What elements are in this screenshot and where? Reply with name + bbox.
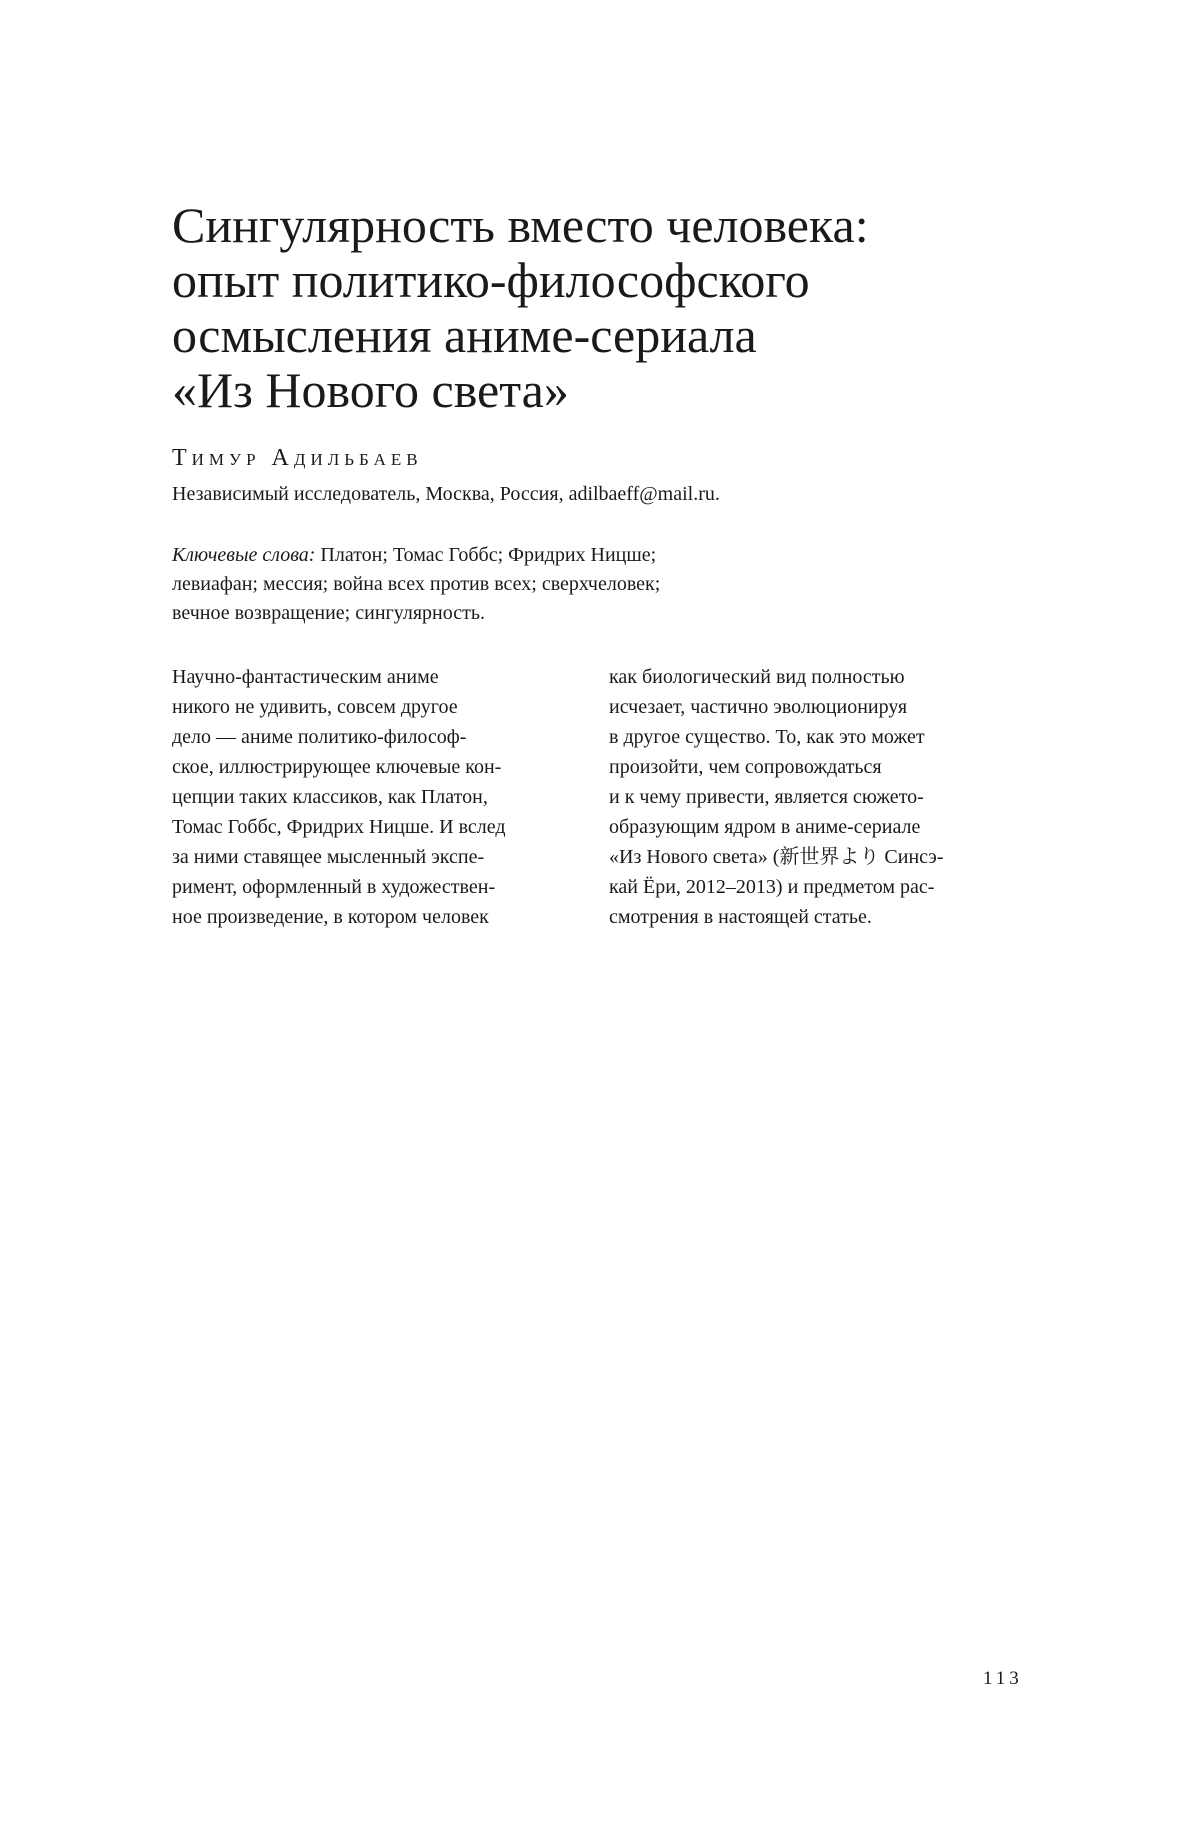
keywords-text: Платон; Томас Гоббс; Фридрих Ницше; [315, 544, 657, 566]
abstract-line: никого не удивить, совсем другое [172, 696, 458, 718]
abstract-line: за ними ставящее мысленный экспе- [172, 846, 485, 868]
author-affiliation: Независимый исследователь, Москва, Россия, adilbaeff@mail.ru. [172, 483, 720, 505]
keywords-line: вечное возвращение; сингулярность. [172, 602, 485, 624]
keywords-line [172, 541, 832, 570]
abstract-line: исчезает, частично эволюционируя [609, 696, 908, 718]
abstract-line: римент, оформленный в художествен- [172, 876, 496, 898]
abstract-line: дело — аниме политико-философ- [172, 726, 467, 748]
title-line: осмысления аниме-сериала [172, 307, 757, 363]
abstract-line: цепции таких классиков, как Платон, [172, 786, 488, 808]
title-line: опыт политико-философского [172, 252, 810, 308]
abstract-line: ское, иллюстрирующее ключевые кон- [172, 756, 502, 778]
abstract-line: Научно-фантастическим аниме [172, 666, 439, 688]
abstract-column-left [172, 662, 592, 932]
article-title [172, 198, 1032, 418]
keywords-block [172, 541, 832, 628]
abstract-line: «Из Нового света» (新世界より Синсэ- [609, 846, 944, 868]
abstract-line: образующим ядром в аниме-сериале [609, 816, 921, 838]
keywords-line: левиафан; мессия; война всех против всех; сверхчеловек; [172, 573, 661, 595]
abstract-line: Томас Гоббс, Фридрих Ницше. И вслед [172, 816, 506, 838]
abstract-line: ное произведение, в котором человек [172, 906, 489, 928]
title-line: Сингулярность вместо человека: [172, 197, 869, 253]
abstract-line: в другое существо. То, как это может [609, 726, 925, 748]
page-number: 113 [983, 1668, 1023, 1689]
abstract-line: и к чему привести, является сюжето- [609, 786, 924, 808]
title-line: «Из Нового света» [172, 362, 569, 418]
abstract-line: смотрения в настоящей статье. [609, 906, 872, 928]
abstract-line: кай Ёри, 2012–2013) и предметом рас- [609, 876, 935, 898]
abstract-line: произойти, чем сопровождаться [609, 756, 882, 778]
abstract-line: как биологический вид полностью [609, 666, 905, 688]
author-name: Тимур Адильбаев [172, 445, 423, 471]
abstract-column-right [609, 662, 1029, 932]
keywords-label: Ключевые слова: [172, 544, 316, 566]
